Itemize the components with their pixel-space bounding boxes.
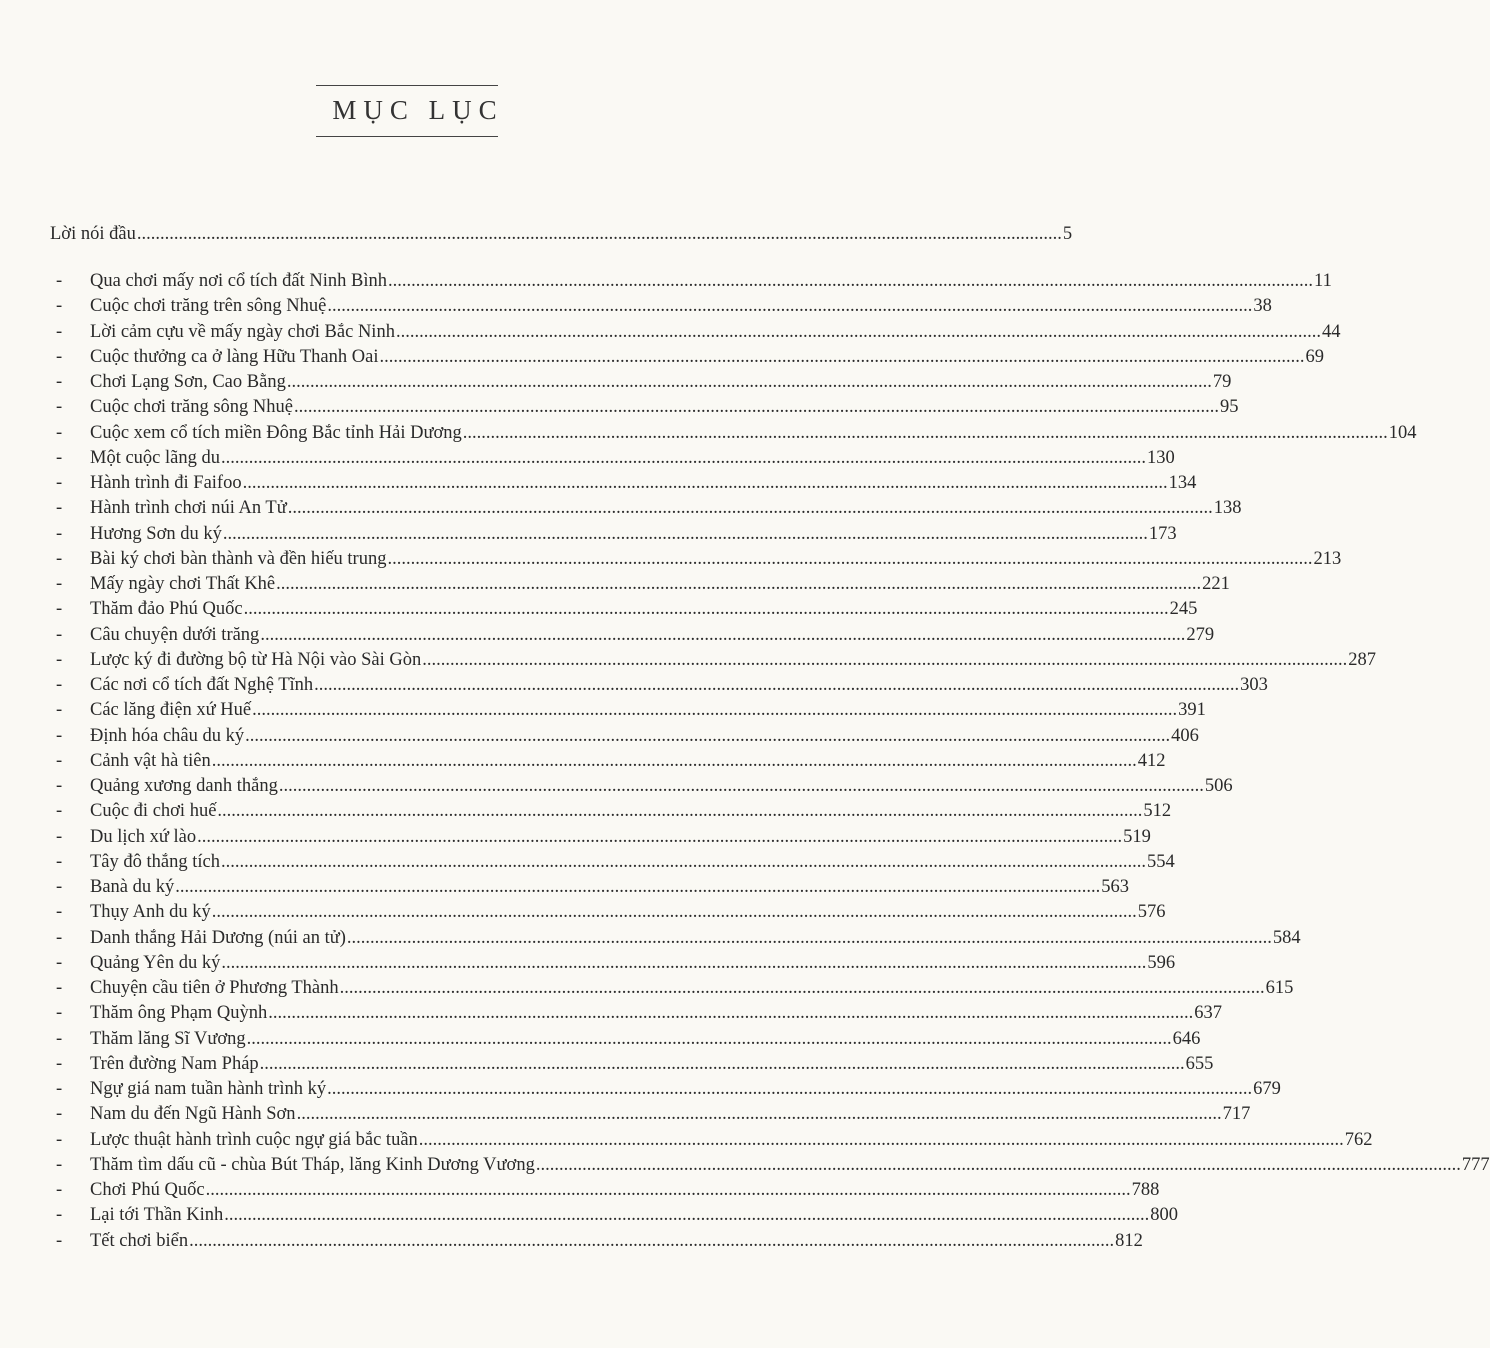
- toc-entry-row: [0, 951, 1176, 976]
- dot-leader: ........................................................................................................................................................................................................: [276, 574, 1202, 594]
- toc-entry-row: [0, 345, 1324, 370]
- toc-entry-page: 717: [1222, 1104, 1251, 1125]
- toc-entry-row: [0, 976, 1294, 1001]
- toc-entry-page: 679: [1253, 1079, 1281, 1099]
- dot-leader: ........................................................................................................................................................................................................: [245, 725, 1171, 746]
- toc-entry-page: 554: [1146, 851, 1175, 872]
- toc-entry-label: Chơi Phú Quốc: [90, 1180, 205, 1200]
- toc-entry-label: Hành trình đi Faifoo: [90, 473, 242, 493]
- list-dash: -: [56, 700, 63, 721]
- toc-entry-page: 412: [1137, 750, 1166, 771]
- dot-leader: ........................................................................................................................................................................................................: [222, 523, 1148, 544]
- dot-leader: ........................................................................................................................................................................................................: [268, 1003, 1194, 1024]
- dot-leader: ........................................................................................................................................................................................................: [422, 649, 1348, 670]
- toc-entry-row: [0, 900, 1166, 925]
- dot-leader: ........................................................................................................................................................................................................: [314, 675, 1240, 695]
- toc-entry-label: Trên đường Nam Pháp: [90, 1053, 259, 1074]
- toc-entry-row: [0, 698, 1206, 723]
- list-dash: -: [56, 675, 63, 695]
- toc-entry-row: [0, 269, 1332, 294]
- toc-entry-row: [0, 370, 1232, 395]
- list-dash: -: [56, 750, 63, 771]
- dot-leader: ........................................................................................................................................................................................................: [220, 851, 1146, 872]
- toc-entry-row: [0, 926, 1301, 951]
- toc-entry-row: [0, 774, 1233, 799]
- toc-entry-label: Nam du đến Ngũ Hành Sơn: [90, 1104, 296, 1125]
- toc-entry-label: Cuộc chơi trăng trên sông Nhuệ: [90, 296, 327, 317]
- dot-leader: ........................................................................................................................................................................................................: [242, 473, 1168, 493]
- toc-entry-row: [0, 673, 1268, 698]
- toc-entry-label: Cuộc chơi trăng sông Nhuệ: [90, 397, 293, 418]
- toc-entry-page: 11: [1314, 271, 1332, 291]
- list-dash: -: [56, 271, 63, 291]
- list-dash: -: [56, 372, 63, 392]
- toc-entry-label: Lại tới Thần Kinh: [90, 1205, 224, 1226]
- toc-entry-label: Ngự giá nam tuần hành trình ký: [90, 1079, 327, 1099]
- dot-leader: ........................................................................................................................................................................................................: [387, 548, 1313, 569]
- toc-entry-row: [0, 496, 1242, 521]
- dot-leader: ........................................................................................................................................................................................................: [243, 599, 1169, 620]
- dot-leader: ........................................................................................................................................................................................................: [252, 700, 1178, 721]
- dot-leader: ........................................................................................................................................................................................................: [293, 397, 1219, 418]
- toc-entry-label: Chuyện cầu tiên ở Phương Thành: [90, 978, 339, 998]
- list-dash: -: [56, 1129, 63, 1150]
- dot-leader: ........................................................................................................................................................................................................: [339, 978, 1265, 998]
- title-rule-bottom: [316, 136, 498, 137]
- toc-entry-label: Cuộc đi chơi huế: [90, 801, 217, 822]
- toc-entry-page: 788: [1131, 1180, 1160, 1200]
- list-dash: -: [56, 952, 63, 973]
- toc-entry-page: 615: [1265, 978, 1294, 998]
- toc-entry-row: [0, 1229, 1143, 1254]
- list-dash: -: [56, 599, 63, 620]
- toc-entry-page: 279: [1186, 624, 1215, 645]
- dot-leader: ........................................................................................................................................................................................................: [418, 1129, 1344, 1150]
- dot-leader: ........................................................................................................................................................................................................: [379, 346, 1305, 367]
- dot-leader: ........................................................................................................................................................................................................: [388, 271, 1314, 291]
- toc-entry-row: [0, 1178, 1160, 1203]
- toc-entry-label: Thăm tìm dấu cũ - chùa Bút Tháp, lăng Kinh Dương Vương: [90, 1154, 535, 1175]
- dot-leader: ........................................................................................................................................................................................................: [278, 776, 1204, 796]
- toc-entry-page: 391: [1178, 700, 1206, 721]
- toc-entry-row: [0, 648, 1376, 673]
- toc-entry-label: Thăm ông Phạm Quỳnh: [90, 1003, 268, 1024]
- list-dash: -: [56, 801, 63, 822]
- toc-entry-row: [0, 446, 1175, 471]
- toc-entry-row: [0, 749, 1166, 774]
- toc-entry-row: [0, 421, 1417, 446]
- dot-leader: ........................................................................................................................................................................................................: [221, 447, 1146, 468]
- toc-entry-label: Tết chơi biển: [90, 1230, 189, 1251]
- list-dash: -: [56, 574, 63, 594]
- list-dash: -: [56, 826, 63, 847]
- list-dash: -: [56, 776, 63, 796]
- toc-entry-row: [0, 724, 1199, 749]
- toc-entry-row: [0, 799, 1172, 824]
- dot-leader: ........................................................................................................................................................................................................: [224, 1205, 1150, 1226]
- toc-entry-page: 506: [1204, 776, 1233, 796]
- toc-entry-page: 519: [1123, 826, 1151, 847]
- toc-entry-row: [0, 1077, 1281, 1102]
- dot-leader: ........................................................................................................................................................................................................: [287, 498, 1213, 519]
- toc-preface-row: [0, 222, 1073, 247]
- list-dash: -: [56, 877, 63, 897]
- toc-entry-label: Quảng Yên du ký: [90, 952, 221, 973]
- toc-entry-page: 406: [1171, 725, 1199, 746]
- toc-entry-page: 173: [1148, 523, 1177, 544]
- dot-leader: ........................................................................................................................................................................................................: [211, 902, 1137, 923]
- list-dash: -: [56, 321, 63, 342]
- list-dash: -: [56, 927, 63, 948]
- toc-entry-page: 637: [1194, 1003, 1223, 1024]
- toc-entry-page: 5: [1062, 224, 1073, 244]
- dot-leader: ........................................................................................................................................................................................................: [175, 877, 1101, 897]
- dot-leader: ........................................................................................................................................................................................................: [395, 321, 1321, 342]
- list-dash: -: [56, 422, 63, 443]
- toc-entry-page: 646: [1172, 1028, 1201, 1049]
- toc-entry-label: Mấy ngày chơi Thất Khê: [90, 574, 276, 594]
- toc-entry-label: Bài ký chơi bàn thành và đền hiếu trung: [90, 548, 387, 569]
- list-dash: -: [56, 851, 63, 872]
- toc-entry-label: Lược ký đi đường bộ từ Hà Nội vào Sài Gòn: [90, 649, 422, 670]
- toc-entry-page: 584: [1272, 927, 1301, 948]
- toc-entry-page: 303: [1240, 675, 1268, 695]
- toc-entry-label: Cảnh vật hà tiên: [90, 750, 211, 771]
- toc-entry-row: [0, 1102, 1251, 1127]
- toc-entry-label: Các lăng điện xứ Huế: [90, 700, 252, 721]
- dot-leader: ........................................................................................................................................................................................................: [462, 422, 1388, 443]
- dot-leader: ........................................................................................................................................................................................................: [136, 224, 1062, 244]
- list-dash: -: [56, 1079, 63, 1099]
- list-dash: -: [56, 1230, 63, 1251]
- list-dash: -: [56, 397, 63, 418]
- toc-entry-row: [0, 875, 1130, 900]
- toc-entry-label: Các nơi cổ tích đất Nghệ Tĩnh: [90, 675, 314, 695]
- toc-entry-label: Qua chơi mấy nơi cổ tích đất Ninh Bình: [90, 271, 388, 291]
- list-dash: -: [56, 1028, 63, 1049]
- toc-entry-label: Lời cảm cựu về mấy ngày chơi Bắc Ninh: [90, 321, 395, 342]
- list-dash: -: [56, 498, 63, 519]
- list-dash: -: [56, 1003, 63, 1024]
- toc-entry-page: 134: [1168, 473, 1197, 493]
- toc-entry-label: Thăm lăng Sĩ Vương: [90, 1028, 246, 1049]
- toc-entry-row: [0, 850, 1175, 875]
- list-dash: -: [56, 346, 63, 367]
- toc-entry-row: [0, 572, 1230, 597]
- toc-entry-row: [0, 1153, 1490, 1178]
- toc-entry-label: Quảng xương danh thắng: [90, 776, 278, 796]
- toc-entry-page: 138: [1213, 498, 1242, 519]
- list-dash: -: [56, 548, 63, 569]
- toc-entry-row: [0, 1203, 1179, 1228]
- toc-entry-page: 79: [1212, 372, 1232, 392]
- list-dash: -: [56, 1205, 63, 1226]
- toc-entry-page: 38: [1253, 296, 1272, 317]
- toc-entry-row: [0, 1001, 1223, 1026]
- dot-leader: ........................................................................................................................................................................................................: [217, 801, 1143, 822]
- toc-entry-row: [0, 471, 1197, 496]
- list-dash: -: [56, 473, 63, 493]
- list-dash: -: [56, 725, 63, 746]
- toc-entry-label: Danh thắng Hải Dương (núi an tử): [90, 927, 346, 948]
- toc-entry-page: 95: [1219, 397, 1239, 418]
- toc-entry-row: [0, 825, 1151, 850]
- toc-entry-label: Banà du ký: [90, 877, 175, 897]
- toc-entry-label: Câu chuyện dưới trăng: [90, 624, 260, 645]
- dot-leader: ........................................................................................................................................................................................................: [327, 296, 1253, 317]
- toc-entry-page: 104: [1388, 422, 1417, 443]
- toc-entry-page: 69: [1305, 346, 1324, 367]
- list-dash: -: [56, 1180, 63, 1200]
- toc-entry-label: Định hóa châu du ký: [90, 725, 245, 746]
- list-dash: -: [56, 447, 63, 468]
- toc-entry-row: [0, 320, 1341, 345]
- toc-entry-row: [0, 1128, 1373, 1153]
- toc-entry-page: 44: [1321, 321, 1341, 342]
- toc-entry-page: 287: [1348, 649, 1376, 670]
- toc-entry-row: [0, 597, 1198, 622]
- list-dash: -: [56, 1154, 63, 1175]
- page-title: MỤC LỤC: [332, 95, 504, 125]
- dot-leader: ........................................................................................................................................................................................................: [246, 1028, 1172, 1049]
- toc-entry-row: [0, 1027, 1201, 1052]
- toc-entry-page: 245: [1169, 599, 1198, 620]
- list-dash: -: [56, 624, 63, 645]
- toc-entry-page: 213: [1313, 548, 1342, 569]
- list-dash: -: [56, 1104, 63, 1125]
- toc-entry-row: [0, 623, 1215, 648]
- dot-leader: ........................................................................................................................................................................................................: [211, 750, 1137, 771]
- dot-leader: ........................................................................................................................................................................................................: [189, 1230, 1115, 1251]
- toc-entry-label: Thăm đảo Phú Quốc: [90, 599, 243, 620]
- toc-entry-page: 762: [1344, 1129, 1373, 1150]
- dot-leader: ........................................................................................................................................................................................................: [327, 1079, 1253, 1099]
- dot-leader: ........................................................................................................................................................................................................: [259, 1053, 1185, 1074]
- dot-leader: ........................................................................................................................................................................................................: [260, 624, 1186, 645]
- dot-leader: ........................................................................................................................................................................................................: [296, 1104, 1222, 1125]
- toc-entry-label: Cuộc xem cổ tích miền Đông Bắc tỉnh Hải Dương: [90, 422, 462, 443]
- list-dash: -: [56, 649, 63, 670]
- toc-entry-page: 800: [1150, 1205, 1179, 1226]
- toc-entry-label: Hành trình chơi núi An Tử: [90, 498, 287, 519]
- title-rule-top: [316, 85, 498, 86]
- dot-leader: ........................................................................................................................................................................................................: [205, 1180, 1131, 1200]
- toc-entry-page: 777: [1461, 1154, 1490, 1175]
- toc-entry-row: [0, 1052, 1214, 1077]
- toc-entry-page: 221: [1202, 574, 1230, 594]
- toc-entry-page: 563: [1101, 877, 1130, 897]
- toc-entry-label: Lược thuật hành trình cuộc ngự giá bắc tuần: [90, 1129, 418, 1150]
- toc-entry-label: Thụy Anh du ký: [90, 902, 211, 923]
- toc-entry-page: 655: [1185, 1053, 1214, 1074]
- list-dash: -: [56, 902, 63, 923]
- dot-leader: ........................................................................................................................................................................................................: [221, 952, 1147, 973]
- toc-entry-label: Cuộc thưởng ca ở làng Hữu Thanh Oai: [90, 346, 379, 367]
- toc-entry-row: [0, 294, 1272, 319]
- toc-entry-row: [0, 547, 1342, 572]
- toc-entry-row: [0, 395, 1239, 420]
- toc-entry-label: Chơi Lạng Sơn, Cao Bằng: [90, 372, 286, 392]
- toc-entry-page: 596: [1147, 952, 1176, 973]
- toc-entry-label: Hương Sơn du ký: [90, 523, 222, 544]
- toc-entry-label: Một cuộc lãng du: [90, 447, 220, 468]
- list-dash: -: [56, 978, 63, 998]
- list-dash: -: [56, 523, 63, 544]
- toc-entry-page: 812: [1115, 1230, 1143, 1251]
- dot-leader: ........................................................................................................................................................................................................: [535, 1154, 1461, 1175]
- toc-entry-page: 576: [1137, 902, 1166, 923]
- toc-entry-label: Du lịch xứ lào: [90, 826, 197, 847]
- toc-entry-page: 130: [1147, 447, 1175, 468]
- toc-entry-label: Tây đô thắng tích: [90, 851, 220, 872]
- list-dash: -: [56, 296, 63, 317]
- dot-leader: ........................................................................................................................................................................................................: [286, 372, 1212, 392]
- list-dash: -: [56, 1053, 63, 1074]
- toc-entry-row: [0, 522, 1177, 547]
- toc-entry-label: Lời nói đầu: [50, 224, 136, 244]
- dot-leader: ........................................................................................................................................................................................................: [197, 826, 1123, 847]
- dot-leader: ........................................................................................................................................................................................................: [346, 927, 1272, 948]
- toc-entry-page: 512: [1143, 801, 1172, 822]
